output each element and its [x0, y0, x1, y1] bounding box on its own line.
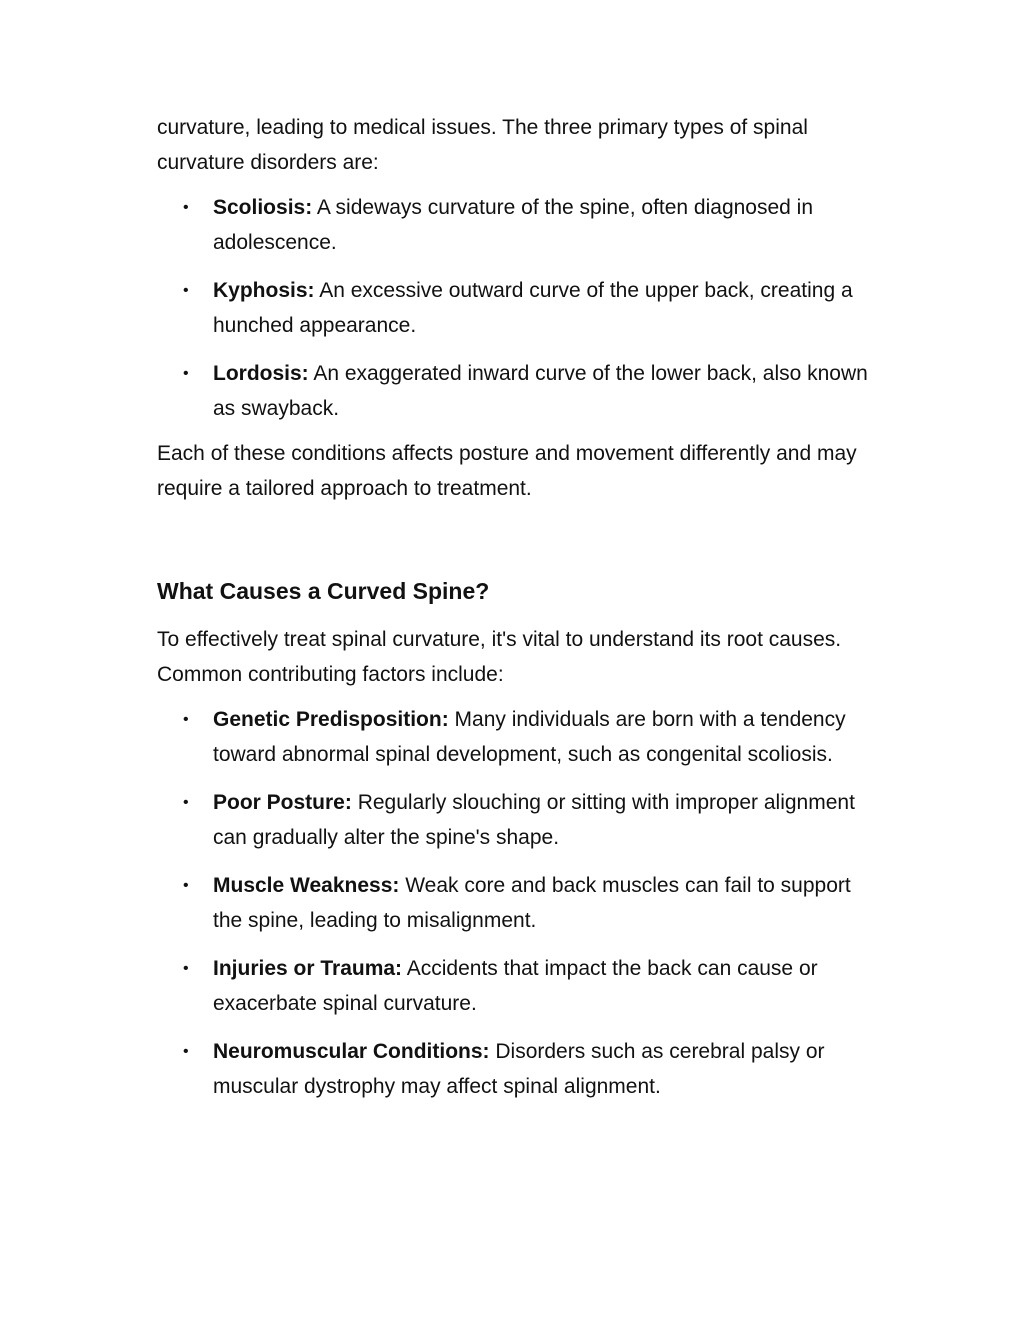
item-term: Lordosis:: [213, 362, 309, 385]
item-text: A sideways curvature of the spine, often diagnosed in adolescence.: [213, 196, 814, 254]
item-term: Muscle Weakness:: [213, 874, 400, 897]
bullet-icon: •: [183, 1043, 189, 1060]
item-term: Genetic Predisposition:: [213, 708, 449, 731]
item-term: Neuromuscular Conditions:: [213, 1040, 490, 1063]
section-heading: What Causes a Curved Spine?: [157, 578, 490, 604]
causes-list: [157, 702, 872, 1104]
bullet-icon: •: [183, 877, 189, 894]
item-term: Poor Posture:: [213, 791, 352, 814]
item-text: Regularly slouching or sitting with improper alignment can gradually alter the spine's shape.: [213, 791, 855, 849]
item-text: Weak core and back muscles can fail to support the spine, leading to misalignment.: [213, 874, 851, 932]
document-page: [157, 110, 872, 1117]
list-item: [157, 702, 872, 772]
item-term: Kyphosis:: [213, 279, 315, 302]
list-item: [157, 1034, 872, 1104]
item-term: Injuries or Trauma:: [213, 957, 403, 980]
bullet-icon: •: [183, 199, 189, 216]
list-item: [157, 785, 872, 855]
item-text: An exaggerated inward curve of the lower back, also known as swayback.: [213, 362, 868, 420]
item-text: Accidents that impact the back can cause or exacerbate spinal curvature.: [213, 957, 818, 1015]
list-item: [157, 868, 872, 938]
item-text: Many individuals are born with a tendency toward abnormal spinal development, such as congenital scoliosis.: [213, 708, 846, 766]
causes-intro-paragraph: To effectively treat spinal curvature, it's vital to understand its root causes. Common contributing factors include:: [157, 628, 842, 686]
item-term: Scoliosis:: [213, 196, 313, 219]
bullet-icon: •: [183, 794, 189, 811]
bullet-icon: •: [183, 365, 189, 382]
item-text: Disorders such as cerebral palsy or muscular dystrophy may affect spinal alignment.: [213, 1040, 825, 1098]
closing-paragraph: Each of these conditions affects posture and movement differently and may require a tailored approach to treatment.: [157, 442, 857, 500]
bullet-icon: •: [183, 711, 189, 728]
list-item: [157, 273, 872, 343]
curvature-types-list: [157, 190, 872, 426]
list-item: [157, 951, 872, 1021]
bullet-icon: •: [183, 282, 189, 299]
list-item: [157, 190, 872, 260]
item-text: An excessive outward curve of the upper back, creating a hunched appearance.: [213, 279, 853, 337]
bullet-icon: •: [183, 960, 189, 977]
list-item: [157, 356, 872, 426]
intro-paragraph: curvature, leading to medical issues. The three primary types of spinal curvature disorders are:: [157, 116, 808, 174]
